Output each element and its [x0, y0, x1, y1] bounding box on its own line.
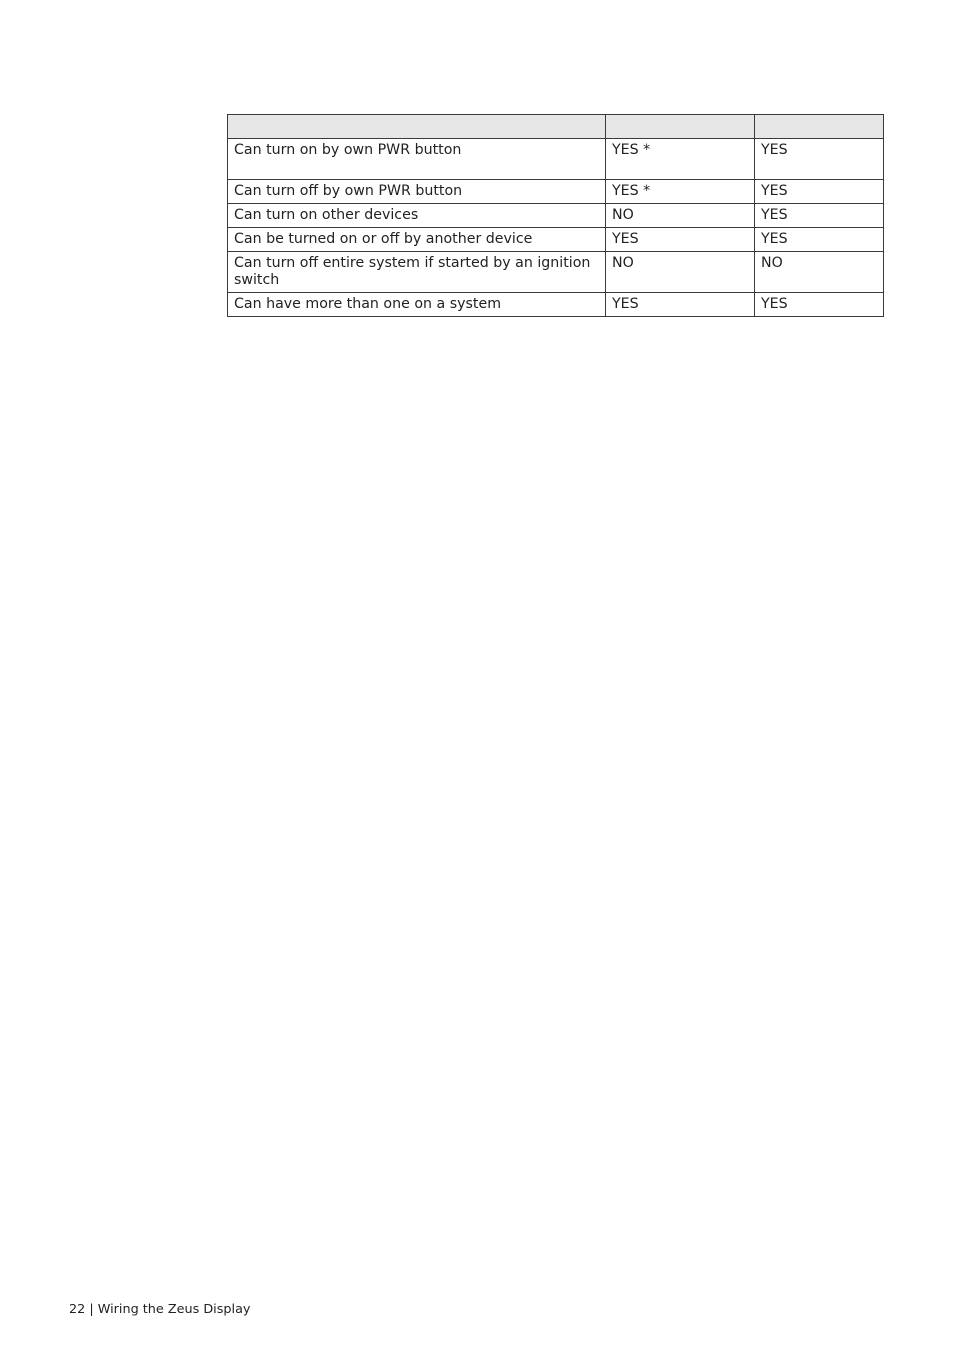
feature-cell: Can have more than one on a system — [228, 293, 606, 317]
table-row — [228, 293, 884, 317]
value-cell-a: YES — [606, 293, 755, 317]
value-cell-b: NO — [755, 252, 884, 293]
feature-cell: Can turn on other devices — [228, 204, 606, 228]
power-comparison-table-container — [227, 114, 884, 317]
value-cell-a: NO — [606, 252, 755, 293]
header-cell-col-b — [755, 115, 884, 139]
value-cell-b: YES — [755, 228, 884, 252]
table-row — [228, 204, 884, 228]
feature-cell: Can turn on by own PWR button — [228, 139, 606, 180]
value-cell-a: YES * — [606, 139, 755, 180]
feature-cell: Can be turned on or off by another device — [228, 228, 606, 252]
page-footer: 22 | Wiring the Zeus Display — [69, 1302, 251, 1317]
header-cell-feature — [228, 115, 606, 139]
table-header-row — [228, 115, 884, 139]
table-row — [228, 139, 884, 180]
value-cell-b: YES — [755, 180, 884, 204]
feature-cell: Can turn off by own PWR button — [228, 180, 606, 204]
table-row — [228, 180, 884, 204]
value-cell-a: YES — [606, 228, 755, 252]
feature-cell: Can turn off entire system if started by an ignition switch — [228, 252, 606, 293]
value-cell-a: NO — [606, 204, 755, 228]
value-cell-b: YES — [755, 204, 884, 228]
value-cell-b: YES — [755, 139, 884, 180]
table-row — [228, 252, 884, 293]
header-cell-col-a — [606, 115, 755, 139]
value-cell-b: YES — [755, 293, 884, 317]
table-row — [228, 228, 884, 252]
power-comparison-table — [227, 114, 884, 317]
value-cell-a: YES * — [606, 180, 755, 204]
